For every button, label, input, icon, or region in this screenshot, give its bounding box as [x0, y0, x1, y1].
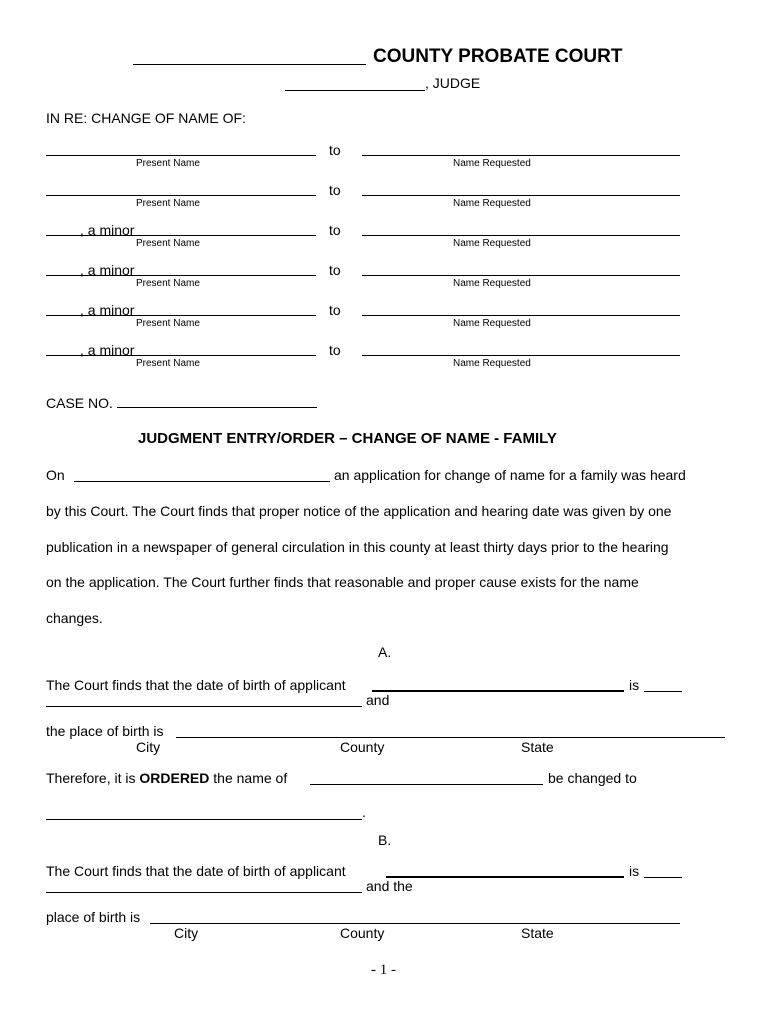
- ordered-text: ORDERED: [139, 770, 210, 786]
- be-changed-label: be changed to: [548, 770, 637, 786]
- to-label: to: [329, 142, 341, 158]
- section-a-dob-blank[interactable]: [46, 706, 362, 707]
- to-label: to: [329, 302, 341, 318]
- court-title: COUNTY PROBATE COURT: [373, 46, 623, 67]
- ordered-name-blank[interactable]: [310, 784, 543, 785]
- to-label: to: [329, 222, 341, 238]
- name-of-text: the name of: [213, 770, 288, 786]
- case-no-label: CASE NO.: [46, 395, 113, 411]
- therefore-pre: Therefore, it is: [46, 770, 136, 786]
- body-line-3: publication in a newspaper of general circulation in this county at least thirty days prior to the hearing: [46, 539, 669, 555]
- section-b-is-label: is: [629, 863, 640, 879]
- requested-name-label: Name Requested: [453, 198, 531, 209]
- section-a-is-blank[interactable]: [644, 691, 682, 692]
- body-line-5: changes.: [46, 610, 103, 626]
- section-b-dob-blank[interactable]: [46, 892, 362, 893]
- judgment-title: JUDGMENT ENTRY/ORDER – CHANGE OF NAME - FAMILY: [138, 430, 557, 447]
- section-b-applicant-blank[interactable]: [386, 876, 624, 878]
- section-b-dob-text: The Court finds that the date of birth of applicant: [46, 863, 346, 879]
- name-prefix: , a minor: [80, 302, 135, 318]
- body-line-2: by this Court. The Court finds that proper notice of the application and hearing date was given by one: [46, 503, 672, 519]
- section-a-state-label: State: [521, 739, 554, 755]
- present-name-blank[interactable]: [46, 155, 316, 156]
- to-label: to: [329, 342, 341, 358]
- judge-name-blank[interactable]: [285, 90, 425, 91]
- judge-label: , JUDGE: [425, 75, 481, 91]
- section-a-and-label: and: [366, 692, 390, 708]
- section-a-is-label: is: [629, 677, 640, 693]
- present-name-blank[interactable]: [46, 355, 316, 356]
- name-prefix: , a minor: [80, 262, 135, 278]
- requested-name-label: Name Requested: [453, 318, 531, 329]
- section-b-city-label: City: [174, 925, 199, 941]
- section-b-letter: B.: [378, 832, 392, 848]
- section-b-is-blank[interactable]: [644, 877, 682, 878]
- section-a-applicant-blank[interactable]: [372, 690, 624, 692]
- present-name-blank[interactable]: [46, 275, 316, 276]
- to-label: to: [329, 182, 341, 198]
- name-prefix: , a minor: [80, 342, 135, 358]
- requested-name-blank[interactable]: [362, 155, 680, 156]
- requested-name-blank[interactable]: [362, 235, 680, 236]
- present-name-blank[interactable]: [46, 315, 316, 316]
- requested-name-label: Name Requested: [453, 238, 531, 249]
- to-label: to: [329, 262, 341, 278]
- period: .: [362, 804, 366, 820]
- section-b-and-label: and the: [366, 878, 413, 894]
- name-prefix: , a minor: [80, 222, 135, 238]
- present-name-label: Present Name: [136, 358, 200, 369]
- new-name-blank[interactable]: [46, 819, 362, 820]
- page-number: - 1 -: [371, 962, 396, 978]
- on-label: On: [46, 467, 65, 483]
- section-a-dob-text: The Court finds that the date of birth of applicant: [46, 677, 346, 693]
- section-a-pob-label: the place of birth is: [46, 723, 164, 739]
- requested-name-blank[interactable]: [362, 195, 680, 196]
- requested-name-label: Name Requested: [453, 158, 531, 169]
- present-name-blank[interactable]: [46, 235, 316, 236]
- requested-name-blank[interactable]: [362, 275, 680, 276]
- section-b-pob-blank[interactable]: [150, 923, 680, 924]
- requested-name-blank[interactable]: [362, 355, 680, 356]
- section-a-county-label: County: [340, 739, 385, 755]
- body-line-4: on the application. The Court further finds that reasonable and proper cause exists for the name: [46, 574, 639, 590]
- present-name-label: Present Name: [136, 318, 200, 329]
- present-name-blank[interactable]: [46, 195, 316, 196]
- county-name-blank[interactable]: [133, 64, 366, 65]
- section-a-letter: A.: [378, 644, 392, 660]
- present-name-label: Present Name: [136, 158, 200, 169]
- body-line-1: an application for change of name for a family was heard: [334, 467, 686, 483]
- in-re-label: IN RE: CHANGE OF NAME OF:: [46, 110, 246, 126]
- section-b-state-label: State: [521, 925, 554, 941]
- present-name-label: Present Name: [136, 198, 200, 209]
- requested-name-label: Name Requested: [453, 278, 531, 289]
- requested-name-label: Name Requested: [453, 358, 531, 369]
- present-name-label: Present Name: [136, 238, 200, 249]
- therefore-text: [46, 770, 287, 786]
- section-a-city-label: City: [136, 739, 161, 755]
- case-no-blank[interactable]: [117, 407, 317, 408]
- section-b-county-label: County: [340, 925, 385, 941]
- hearing-date-blank[interactable]: [74, 481, 330, 482]
- requested-name-blank[interactable]: [362, 315, 680, 316]
- section-b-pob-label: place of birth is: [46, 909, 141, 925]
- present-name-label: Present Name: [136, 278, 200, 289]
- section-a-pob-blank[interactable]: [176, 737, 725, 738]
